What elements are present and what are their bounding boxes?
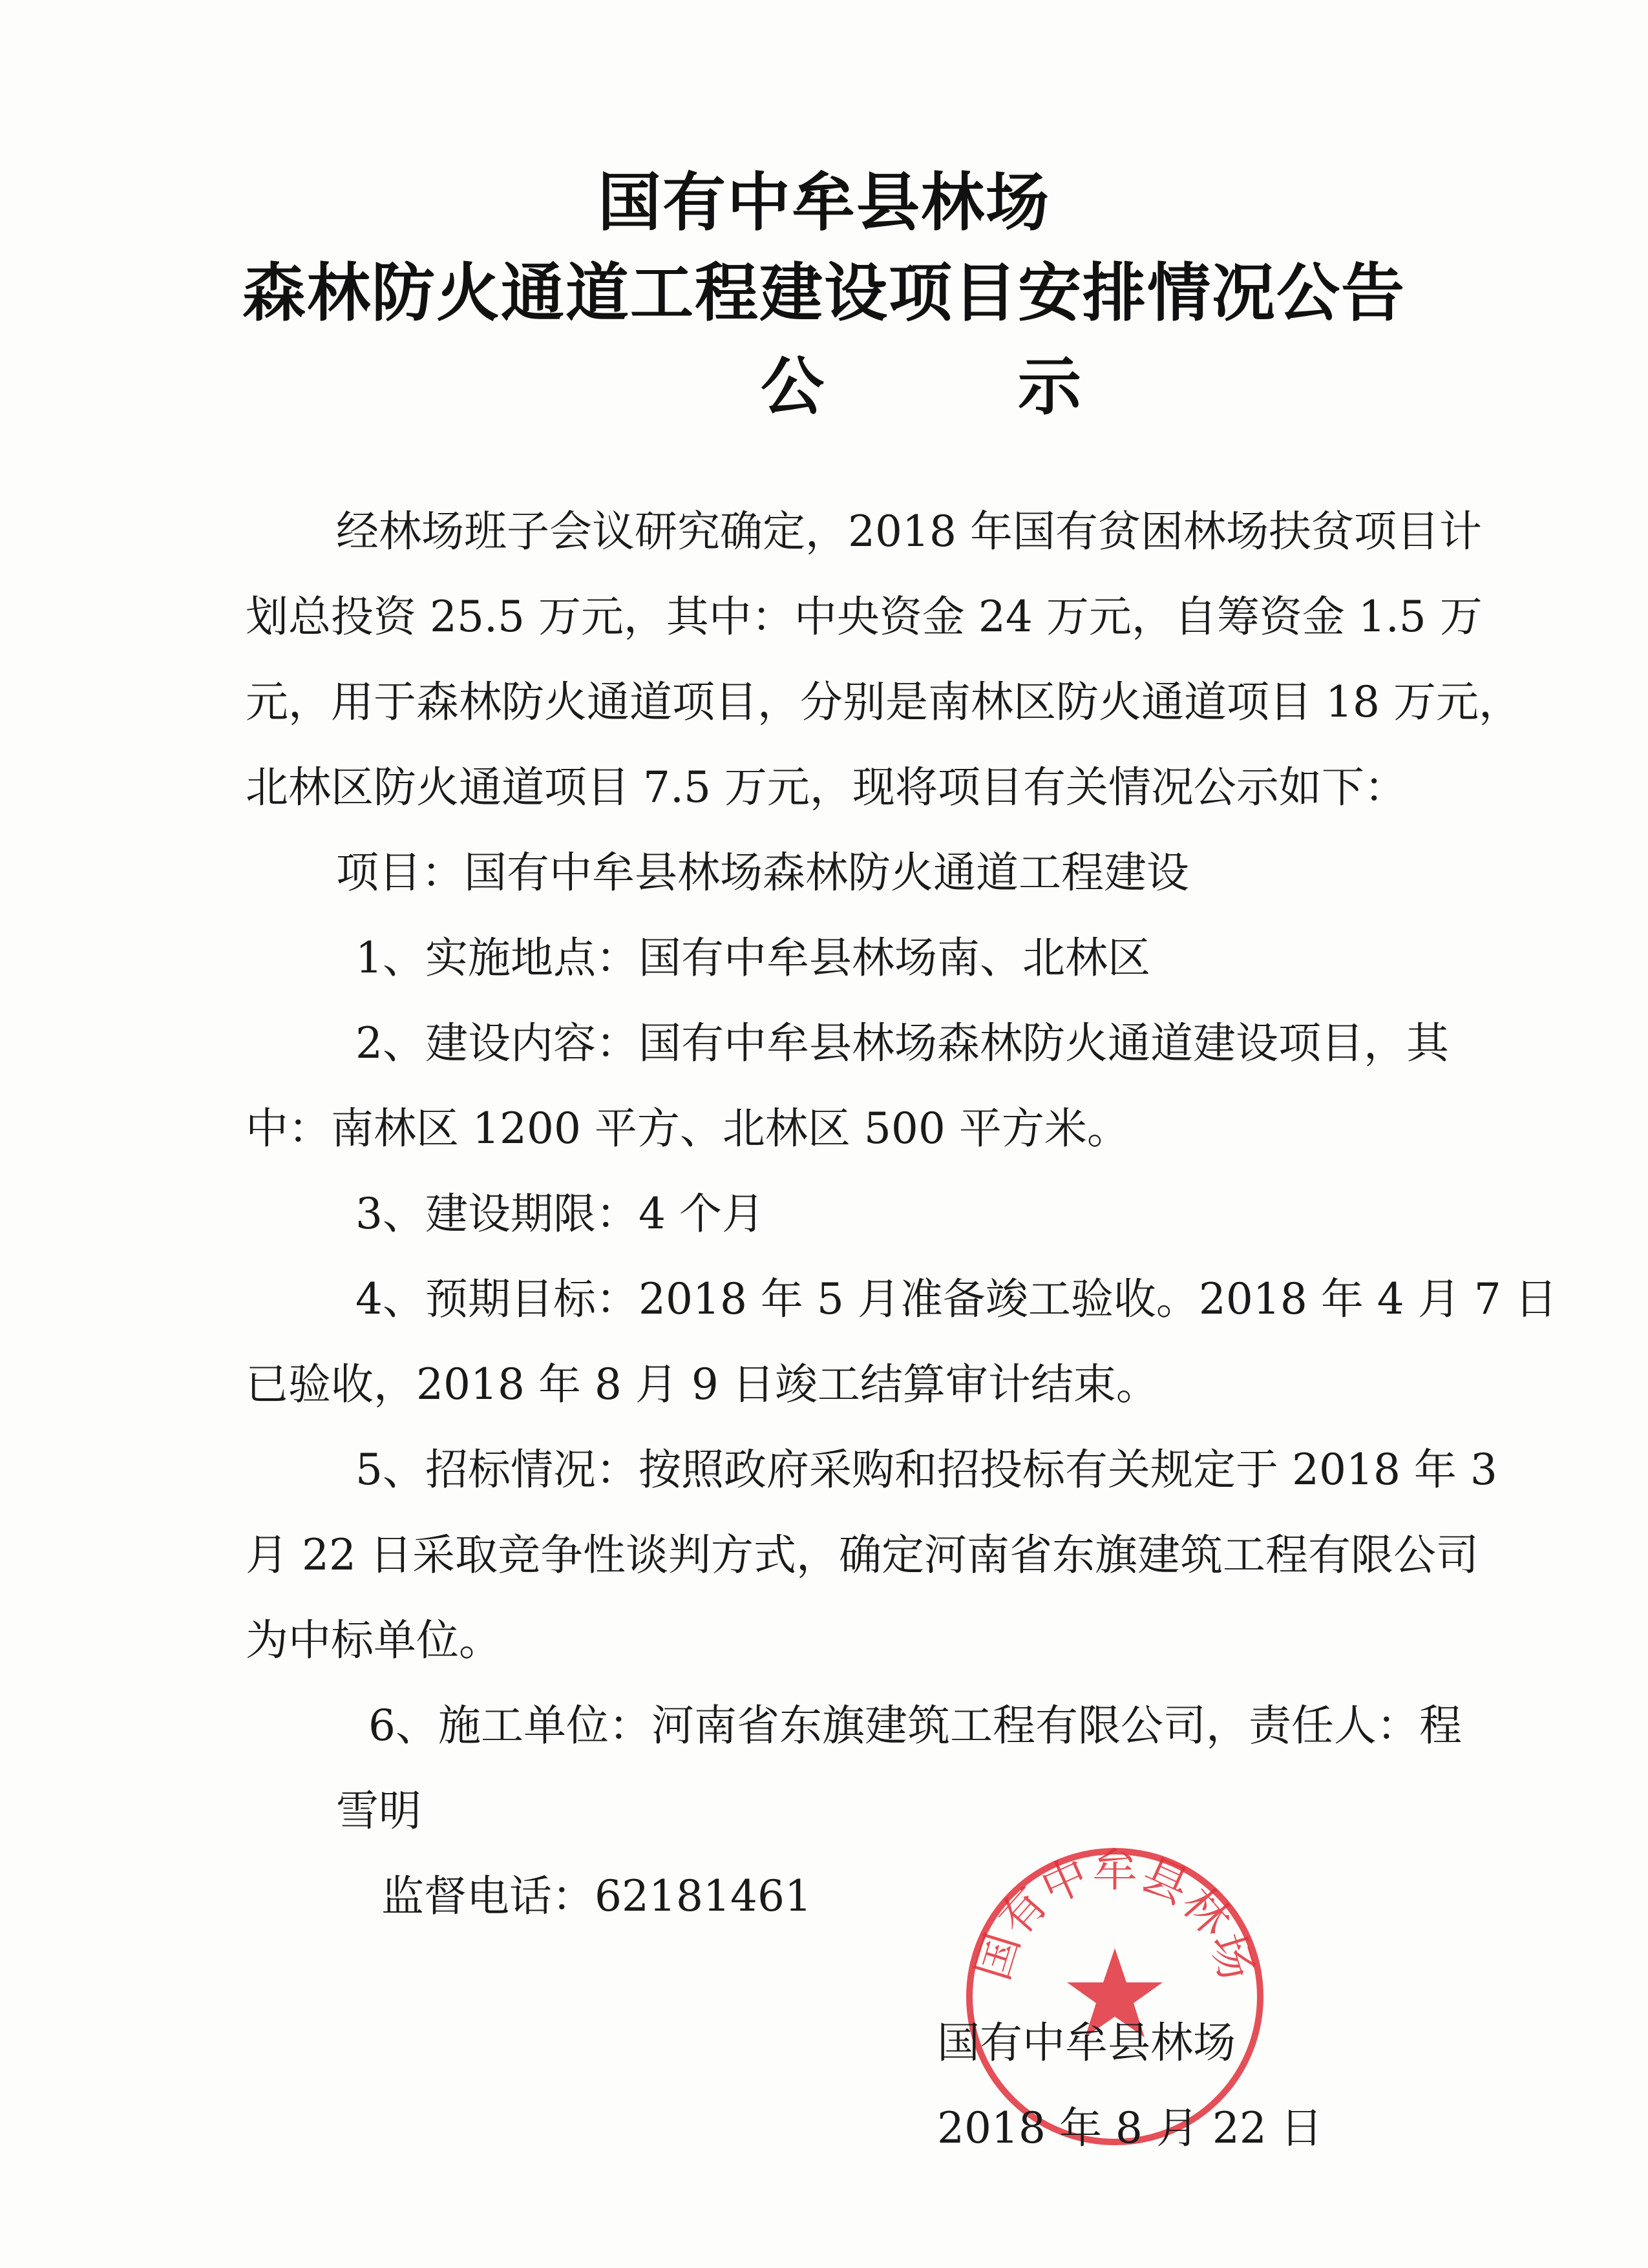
phone-line: 监督电话：62181461 [381, 1871, 812, 1921]
title-line-3: 公示 [760, 350, 1275, 424]
signature-org: 国有中牟县林场 [937, 2018, 1236, 2068]
item-5-line-2: 月 22 日采取竞争性谈判方式，确定河南省东旗建筑工程有限公司 [246, 1530, 1479, 1580]
item-1-line: 1、实施地点：国有中牟县林场南、北林区 [355, 933, 1150, 983]
seal-text: 国有中牟县林场 [966, 1843, 1264, 1986]
item-4-line-1: 4、预期目标：2018 年 5 月准备竣工验收。2018 年 4 月 7 日 [355, 1274, 1558, 1324]
item-3-line: 3、建设期限：4 个月 [355, 1189, 765, 1239]
title-line-2: 森林防火通道工程建设项目安排情况公告 [242, 257, 1406, 330]
intro-line-2: 划总投资 25.5 万元，其中：中央资金 24 万元，自筹资金 1.5 万 [246, 592, 1483, 642]
item-2-line-1: 2、建设内容：国有中牟县林场森林防火通道建设项目，其 [355, 1018, 1449, 1068]
item-5-line-3: 为中标单位。 [246, 1615, 502, 1665]
intro-line-1: 经林场班子会议研究确定，2018 年国有贫困林场扶贫项目计 [336, 507, 1482, 556]
project-line: 项目：国有中牟县林场森林防火通道工程建设 [336, 848, 1189, 898]
signature-date: 2018 年 8 月 22 日 [937, 2103, 1323, 2153]
item-6-line-1: 6、施工单位：河南省东旗建筑工程有限公司，责任人：程 [368, 1701, 1462, 1750]
intro-line-3: 元，用于森林防火通道项目，分别是南林区防火通道项目 18 万元， [246, 677, 1521, 727]
item-5-line-1: 5、招标情况：按照政府采购和招投标有关规定于 2018 年 3 [355, 1445, 1497, 1495]
title-line-1: 国有中牟县林场 [597, 166, 1050, 240]
intro-line-4: 北林区防火通道项目 7.5 万元，现将项目有关情况公示如下： [246, 762, 1407, 812]
item-6-line-2: 雪明 [336, 1786, 421, 1836]
item-4-line-2: 已验收，2018 年 8 月 9 日竣工结算审计结束。 [246, 1360, 1159, 1409]
item-2-line-2: 中：南林区 1200 平方、北林区 500 平方米。 [246, 1104, 1130, 1153]
